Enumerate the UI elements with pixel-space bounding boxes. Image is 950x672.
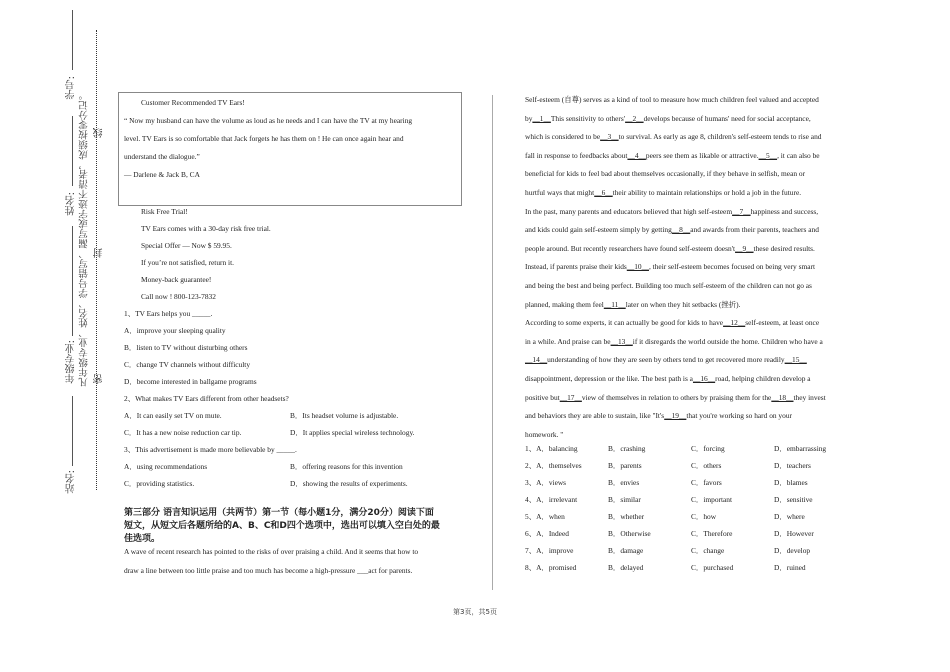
cloze-option: C．purchased bbox=[691, 563, 734, 572]
cloze-option: D．ruined bbox=[774, 563, 806, 572]
cloze-option: B．delayed bbox=[608, 563, 644, 572]
ad-quote-line: understand the dialogue.” bbox=[124, 152, 200, 161]
passage-text: disappointment, depression or the like. The best path is a bbox=[525, 374, 693, 383]
cloze-option: D．teachers bbox=[774, 461, 811, 470]
section3-intro: A wave of recent research has pointed to the risks of over praising a child. And it seems that how to bbox=[124, 547, 419, 556]
ad-line: Money-back guarantee! bbox=[141, 275, 212, 284]
ad-line: Risk Free Trial! bbox=[141, 207, 188, 216]
student-id-label: 学号: bbox=[66, 76, 77, 100]
passage-text: happiness and success, bbox=[750, 206, 819, 216]
cloze-blank: __5__ bbox=[758, 150, 778, 160]
cloze-blank: __4__ bbox=[627, 150, 646, 160]
seal-feng: 封 bbox=[94, 248, 105, 258]
passage-line bbox=[525, 355, 807, 365]
passage-line bbox=[525, 337, 823, 347]
passage-line bbox=[525, 262, 815, 272]
passage-text: and kids could gain self-esteem simply by getting bbox=[525, 225, 672, 235]
ad-line: Special Offer — Now $ 59.95. bbox=[141, 241, 232, 250]
cloze-blank: __3__ bbox=[600, 132, 619, 142]
passage-line bbox=[525, 393, 826, 403]
question-option: D．It applies special wireless technology. bbox=[290, 428, 415, 437]
ad-line: Call now ! 800-123-7832 bbox=[141, 292, 216, 301]
cloze-blank: __11__ bbox=[603, 299, 626, 309]
cloze-blank: __2__ bbox=[625, 113, 644, 123]
margin-line-mid bbox=[72, 116, 73, 186]
passage-text: if it disregards the world outside the home. Children who have a bbox=[632, 336, 823, 346]
cloze-blank: __7__ bbox=[732, 206, 751, 216]
seal-mi: 密 bbox=[94, 374, 105, 384]
passage-text: and awards from their parents, teachers and bbox=[690, 225, 819, 235]
ad-testimonial-box bbox=[118, 92, 462, 206]
passage-text: view of themselves in relation to others by praising them for the bbox=[581, 392, 772, 402]
seal-dotted-line bbox=[96, 30, 97, 490]
section3-intro: draw a line between too little praise and too much has become a high-pressure ___act for parents. bbox=[124, 566, 413, 575]
question-option: B．listen to TV without disturbing others bbox=[124, 343, 248, 352]
cloze-blank: __15__ bbox=[784, 355, 807, 365]
passage-text: develops because of humans' need for social acceptance, bbox=[643, 113, 811, 123]
ad-quote-line: “ Now my husband can have the volume as loud as he needs and I can have the TV at my hearing bbox=[124, 116, 413, 125]
major-label: 年级专业: bbox=[66, 340, 77, 384]
cloze-blank: __14__ bbox=[525, 355, 548, 365]
cloze-option: C．others bbox=[691, 461, 722, 470]
passage-text: they invest bbox=[793, 392, 826, 402]
cloze-option: D．However bbox=[774, 529, 814, 538]
passage-text: , it can also be bbox=[777, 150, 820, 160]
passage-text: that you're working so hard on your bbox=[686, 411, 792, 421]
cloze-option: C．change bbox=[691, 546, 725, 555]
cloze-blank: __9__ bbox=[735, 243, 754, 253]
question-option: C．change TV channels without difficulty bbox=[124, 360, 251, 369]
cloze-option: 1、A．balancing bbox=[525, 444, 578, 453]
passage-text: In the past, many parents and educators believed that high self-esteem bbox=[525, 206, 733, 216]
question-option: A．improve your sleeping quality bbox=[124, 326, 226, 335]
cloze-option: B．parents bbox=[608, 461, 642, 470]
passage-text: positive but bbox=[525, 392, 560, 402]
question-stem: 3、This advertisement is made more believable by _____. bbox=[124, 445, 297, 454]
passage-text: fall in response to feedbacks about bbox=[525, 150, 628, 160]
cloze-option: B．whether bbox=[608, 512, 645, 521]
name-label: 姓名: bbox=[66, 192, 77, 216]
passage-line bbox=[525, 318, 819, 328]
cloze-option: C．important bbox=[691, 495, 733, 504]
page-number: 第3页，共5页 bbox=[453, 608, 497, 616]
cloze-option: 7、A．improve bbox=[525, 546, 574, 555]
cloze-option: C．forcing bbox=[691, 444, 725, 453]
passage-text: people around. But recently researchers have found self-esteem doesn't bbox=[525, 243, 736, 253]
passage-text: self-esteem, at least once bbox=[745, 318, 820, 328]
passage-text: beneficial for kids to feel bad about themselves occasionally, if they behave in selfish, mean or bbox=[525, 169, 806, 179]
question-option: A．It can easily set TV on mute. bbox=[124, 411, 222, 420]
passage-text: Self-esteem (自尊) serves as a kind of tool to measure how much children feel valued and accepted bbox=[525, 95, 819, 104]
cloze-blank: __17__ bbox=[559, 392, 582, 402]
passage-text: later on when they hit setbacks (挫折). bbox=[625, 299, 741, 309]
passage-text: road, helping children develop a bbox=[715, 374, 811, 383]
cloze-option: 6、A．Indeed bbox=[525, 529, 569, 538]
cloze-option: C．how bbox=[691, 512, 717, 521]
ad-title: Customer Recommended TV Ears! bbox=[141, 98, 245, 107]
question-option: C．It has a new noise reduction car tip. bbox=[124, 428, 242, 437]
cloze-option: D．develop bbox=[774, 546, 811, 555]
ad-signature: — Darlene & Jack B, CA bbox=[124, 170, 200, 179]
question-option: C．providing statistics. bbox=[124, 479, 195, 488]
question-option: B．offering reasons for this invention bbox=[290, 462, 403, 471]
passage-line bbox=[525, 430, 563, 440]
passage-line bbox=[525, 207, 818, 217]
cloze-option: B．crashing bbox=[608, 444, 646, 453]
passage-line bbox=[525, 151, 820, 161]
question-option: D．become interested in ballgame programs bbox=[124, 377, 257, 386]
ad-quote-line: level. TV Ears is so comfortable that Jack forgets he has them on ! He can once again hear and bbox=[124, 134, 404, 143]
cloze-option: 3、A．views bbox=[525, 478, 567, 487]
cloze-blank: __16__ bbox=[692, 374, 716, 383]
question-option: D．showing the results of experiments. bbox=[290, 479, 408, 488]
margin-line-bottom bbox=[72, 396, 73, 466]
seal-xian: 线 bbox=[94, 128, 105, 138]
passage-text: their ability to maintain relationships or hold a job in the future. bbox=[612, 188, 802, 197]
passage-line bbox=[525, 95, 819, 105]
question-stem: 2、What makes TV Ears different from other headsets? bbox=[124, 394, 289, 403]
question-stem: 1、TV Ears helps you _____. bbox=[124, 309, 213, 318]
cloze-option: D．where bbox=[774, 512, 805, 521]
passage-text: understanding of how they are seen by others tend to get recovered more readily bbox=[547, 355, 785, 365]
notice-text: 凡年级专业、姓名、学号错写、漏写或字迹不清者，成绩按零分记。 bbox=[79, 90, 90, 387]
cloze-option: B．envies bbox=[608, 478, 640, 487]
cloze-option: B．Otherwise bbox=[608, 529, 651, 538]
cloze-blank: __6__ bbox=[594, 188, 613, 197]
cloze-option: C．favors bbox=[691, 478, 722, 487]
cloze-option: D．sensitive bbox=[774, 495, 813, 504]
passage-text: Instead, if parents praise their kids bbox=[525, 262, 627, 272]
passage-text: to survival. As early as age 8, children's self-esteem tends to rise and bbox=[618, 132, 822, 142]
passage-text: planned, making them feel bbox=[525, 299, 604, 309]
cloze-option: 5、A．when bbox=[525, 512, 565, 521]
question-option: B．Its headset volume is adjustable. bbox=[290, 411, 399, 420]
ad-line: If you’re not satisfied, return it. bbox=[141, 258, 234, 267]
passage-text: which is considered to be bbox=[525, 132, 601, 142]
passage-line bbox=[525, 411, 792, 421]
cloze-blank: __10__ bbox=[626, 262, 649, 272]
passage-text: This sensitivity to others' bbox=[550, 113, 626, 123]
passage-line bbox=[525, 374, 811, 384]
passage-text: these desired results. bbox=[753, 243, 815, 253]
margin-line-top bbox=[72, 10, 73, 70]
passage-text: peers see them as likable or attractive. bbox=[645, 150, 759, 160]
passage-line bbox=[525, 188, 801, 198]
ad-line: TV Ears comes with a 30-day risk free trial. bbox=[141, 224, 271, 233]
cloze-option: 8、A．promised bbox=[525, 563, 577, 572]
cloze-blank: __12__ bbox=[723, 318, 746, 328]
school-label: 站名: bbox=[66, 470, 77, 494]
cloze-option: C．Therefore bbox=[691, 529, 733, 538]
passage-line bbox=[525, 225, 819, 235]
passage-text: and being the best and being perfect. Building too much self-esteem of the children can not go as bbox=[525, 281, 812, 290]
margin-line-lower bbox=[72, 226, 73, 336]
cloze-option: D．embarrassing bbox=[774, 444, 827, 453]
section3-heading: 第三部分 语言知识运用（共两节）第一节（每小题1分，满分20分）阅读下面 bbox=[124, 508, 434, 518]
cloze-option: D．blames bbox=[774, 478, 808, 487]
cloze-blank: __18__ bbox=[771, 392, 794, 402]
section3-heading: 短文，从短文后各题所给的A、B、C和D四个选项中，选出可以填入空白处的最 bbox=[124, 521, 440, 531]
passage-line bbox=[525, 132, 821, 142]
passage-text: by bbox=[525, 113, 533, 123]
cloze-option: B．damage bbox=[608, 546, 644, 555]
passage-line bbox=[525, 114, 811, 124]
passage-line bbox=[525, 169, 805, 179]
passage-text: homework. " bbox=[525, 429, 564, 439]
cloze-option: 4、A．irrelevant bbox=[525, 495, 578, 504]
passage-line bbox=[525, 300, 740, 310]
cloze-blank: __19__ bbox=[664, 411, 687, 421]
cloze-blank: __13__ bbox=[610, 336, 633, 346]
column-divider bbox=[492, 95, 493, 590]
passage-text: , their self-esteem becomes focused on being very smart bbox=[648, 262, 815, 272]
cloze-option: B．similar bbox=[608, 495, 641, 504]
question-option: A．using recommendations bbox=[124, 462, 208, 471]
passage-text: in a while. And praise can be bbox=[525, 336, 611, 346]
cloze-blank: __8__ bbox=[671, 225, 691, 235]
section3-heading: 佳选项。 bbox=[124, 534, 161, 544]
passage-text: and behaviors they are able to sustain, like "It's bbox=[525, 411, 665, 421]
passage-text: According to some experts, it can actually be good for kids to have bbox=[525, 318, 724, 328]
passage-line bbox=[525, 244, 815, 254]
cloze-blank: __1__ bbox=[532, 113, 551, 123]
passage-line bbox=[525, 281, 812, 291]
passage-text: hurtful ways that might bbox=[525, 188, 595, 197]
cloze-option: 2、A．themselves bbox=[525, 461, 582, 470]
